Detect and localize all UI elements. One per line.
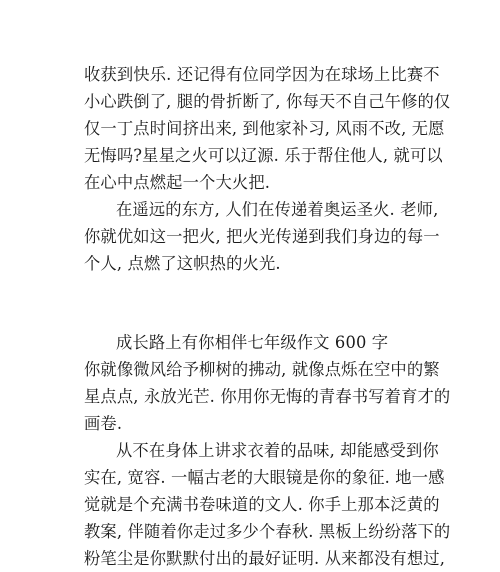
essay-title: 成长路上有你相伴七年级作文 600 字 [116, 333, 389, 352]
paragraph-line: 从不在身体上讲求衣着的品味, 却能感受到你 [116, 441, 439, 460]
paragraph-line: 粉笔尘是你默默付出的最好证明. 从来都没有想过, [84, 549, 446, 568]
paragraph-line: 仅一丁点时间挤出来, 到他家补习, 风雨不改, 无愿 [84, 119, 445, 138]
paragraph-line: 实在, 宽容. 一幅古老的大眼镜是你的象征. 地一感 [84, 468, 445, 487]
paragraph-line: 你就像微风给予柳树的拂动, 就像点烁在空中的繁 [84, 360, 440, 379]
paragraph-line: 在遥远的东方, 人们在传递着奥运圣火. 老师, [116, 200, 439, 219]
paragraph-line: 画卷. [84, 414, 123, 433]
paragraph-line: 教案, 伴随着你走过多少个春秋. 黑板上纷纷落下的 [84, 522, 451, 541]
paragraph-line: 星点点, 永放光芒. 你用你无悔的青春书写着育才的 [84, 387, 451, 406]
paragraph-line: 在心中点燃起一个大火把. [84, 173, 271, 192]
paragraph-line: 觉就是个充满书卷味道的文人. 你手上那本泛黄的 [84, 495, 440, 514]
paragraph-line: 无悔吗?星星之火可以辽源. 乐于帮住他人, 就可以 [84, 146, 443, 165]
paragraph-line: 小心跌倒了, 腿的骨折断了, 你每天不自己午修的仅 [84, 92, 451, 111]
paragraph-line: 收获到快乐. 还记得有位同学因为在球场上比赛不 [84, 65, 440, 84]
paragraph-line: 个人, 点燃了这帜热的火光. [84, 254, 281, 273]
paragraph-line: 你就优如这一把火, 把火光传递到我们身边的每一 [84, 227, 440, 246]
